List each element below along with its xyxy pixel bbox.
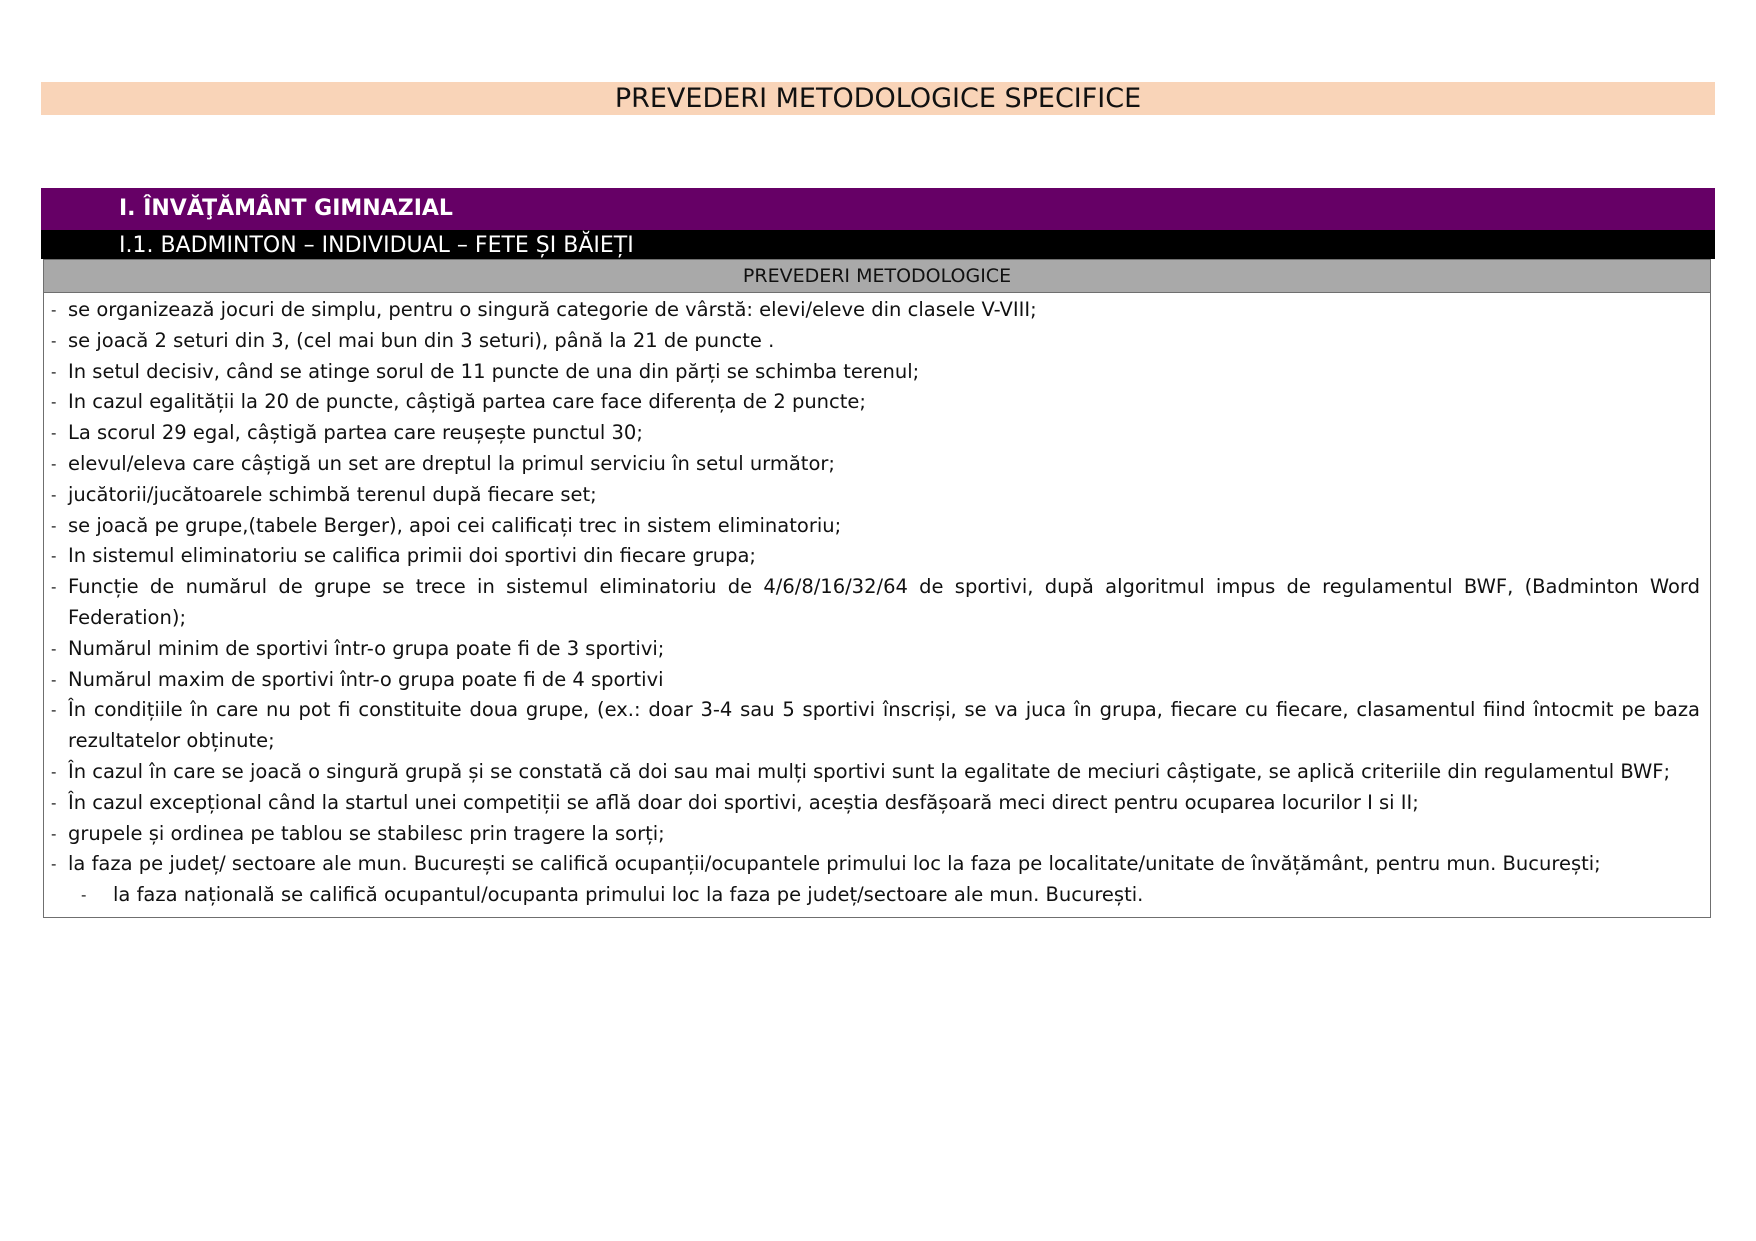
list-item xyxy=(51,695,1700,757)
subsection-header xyxy=(41,230,1715,259)
list-item-text: la faza națională se califică ocupantul/ocupanta primului loc la faza pe județ/sectoare ale mun. București. xyxy=(113,883,1144,907)
list-item xyxy=(51,449,1700,480)
list-item xyxy=(51,634,1700,665)
list-item-text: In setul decisiv, când se atinge sorul de 11 puncte de una din părți se schimba terenul; xyxy=(68,359,920,383)
list-item-text: În cazul excepțional când la startul unei competiții se află doar doi sportivi, aceștia desfășoară meci direct pentru ocuparea locurilor I si II; xyxy=(68,790,1419,814)
bullet-dash: - xyxy=(51,516,57,535)
section-header xyxy=(41,188,1715,230)
list-item-text: jucătorii/jucătoarele schimbă terenul după fiecare set; xyxy=(68,482,597,506)
list-item xyxy=(51,326,1700,357)
list-item xyxy=(51,819,1700,850)
list-item-text: elevul/eleva care câștigă un set are dreptul la primul serviciu în setul următor; xyxy=(68,451,835,475)
main-title: PREVEDERI METODOLOGICE SPECIFICE xyxy=(41,82,1715,115)
list-item-text: la faza pe județ/ sectoare ale mun. București se califică ocupanții/ocupantele primului loc la faza pe localitate/unitate de învățământ, pentru mun. București; xyxy=(68,852,1601,876)
bullet-dash: - xyxy=(51,701,57,720)
bullet-dash: - xyxy=(51,547,57,566)
bullet-dash: - xyxy=(51,454,57,473)
list-item-text: se organizează jocuri de simplu, pentru o singură categorie de vârstă: elevi/eleve din clasele V-VIII; xyxy=(68,298,1037,321)
list-item xyxy=(51,665,1700,696)
bullet-dash: - xyxy=(51,485,57,504)
list-item-text: În condițiile în care nu pot fi constituite doua grupe, (ex.: doar 3-4 sau 5 sportivi înscriși, se va juca în grupa, fiecare cu fiecare, clasamentul fiind întocmit pe baza rezultatelor obținute; xyxy=(68,698,1700,753)
list-item-text: Funcție de numărul de grupe se trece in sistemul eliminatoriu de 4/6/8/16/32/64 de sportivi, după algoritmul impus de regulamentul BWF, (Badminton Word Federation); xyxy=(68,575,1700,629)
list-item xyxy=(51,757,1700,788)
methodology-table xyxy=(43,259,1711,918)
bullet-dash: - xyxy=(51,393,57,412)
bullet-dash: - xyxy=(51,578,57,597)
table-body xyxy=(44,293,1710,917)
bullet-dash: - xyxy=(51,670,57,689)
bullet-dash: - xyxy=(51,762,57,781)
list-item xyxy=(51,880,1700,911)
list-item xyxy=(51,541,1700,572)
bullet-dash: - xyxy=(51,424,57,443)
list-item xyxy=(51,788,1700,819)
list-item xyxy=(51,357,1700,388)
list-item xyxy=(51,418,1700,449)
bullet-dash: - xyxy=(51,301,57,319)
list-item xyxy=(51,480,1700,511)
list-item-text: grupele și ordinea pe tablou se stabilesc prin tragere la sorți; xyxy=(68,821,665,845)
list-item xyxy=(51,572,1700,634)
section-title: I. ÎNVĂŢĂMÂNT GIMNAZIAL xyxy=(119,196,453,221)
list-item-text: Numărul maxim de sportivi într-o grupa poate fi de 4 sportivi xyxy=(68,667,664,691)
list-item-text: In cazul egalității la 20 de puncte, câștigă partea care face diferența de 2 puncte; xyxy=(68,390,866,414)
list-item-text: În cazul în care se joacă o singură grupă și se constată că doi sau mai mulți sportivi sunt la egalitate de meciuri câștigate, se aplică criteriile din regulamentul BWF; xyxy=(68,759,1671,783)
bullet-dash: - xyxy=(51,331,57,350)
list-item-text: Numărul minim de sportivi într-o grupa poate fi de 3 sportivi; xyxy=(68,636,665,660)
subsection-title: I.1. BADMINTON – INDIVIDUAL – FETE ȘI BĂIEȚI xyxy=(119,233,634,258)
bullet-dash: - xyxy=(51,362,57,381)
list-item-text: In sistemul eliminatoriu se califica primii doi sportivi din fiecare grupa; xyxy=(68,544,757,568)
bullet-dash: - xyxy=(51,824,57,843)
list-item-text: se joacă pe grupe,(tabele Berger), apoi cei calificați trec in sistem eliminatoriu; xyxy=(68,513,842,537)
list-item xyxy=(51,387,1700,418)
list-item xyxy=(51,849,1700,880)
bullet-dash: - xyxy=(51,793,57,812)
bullet-dash: - xyxy=(51,855,57,874)
list-item xyxy=(51,295,1700,326)
list-item-text: se joacă 2 seturi din 3, (cel mai bun din 3 seturi), până la 21 de puncte . xyxy=(68,328,775,352)
list-item xyxy=(51,511,1700,542)
table-header: PREVEDERI METODOLOGICE xyxy=(44,260,1710,293)
bullet-dash: - xyxy=(51,639,57,658)
bullet-dash: - xyxy=(81,886,87,905)
list-item-text: La scorul 29 egal, câștigă partea care reușește punctul 30; xyxy=(68,421,643,445)
